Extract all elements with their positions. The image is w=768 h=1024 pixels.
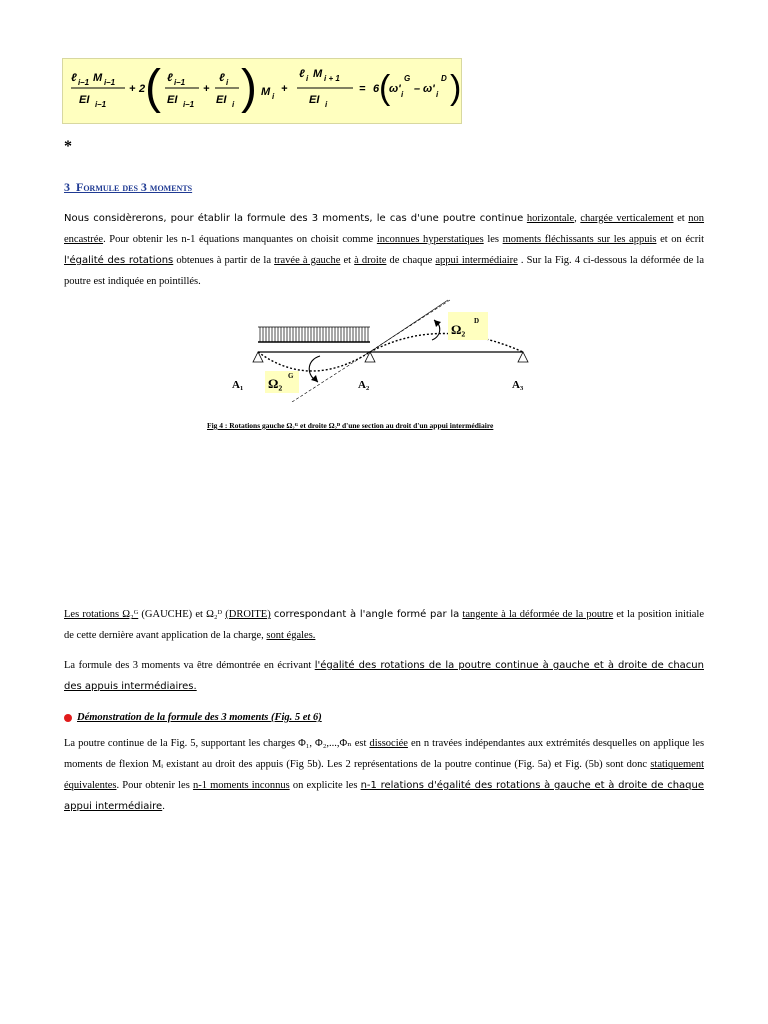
poutre-text-4: on explicite les xyxy=(292,780,358,791)
paragraph-demonstration-intro xyxy=(64,655,704,697)
conjunction-2: et xyxy=(343,255,352,266)
svg-text:i–1: i–1 xyxy=(95,100,107,109)
link-egalite-rotations[interactable]: l'égalité des rotations xyxy=(64,255,174,266)
svg-text:i: i xyxy=(325,100,328,109)
svg-text:M: M xyxy=(93,72,103,84)
link-egalite-rotations-poutre[interactable]: l'égalité des rotations de la poutre continue à gauche et à droite de chacun des appuis intermédiaires. xyxy=(64,660,704,692)
link-sont-egales[interactable]: sont égales. xyxy=(266,630,316,641)
three-moments-equation xyxy=(63,59,461,123)
svg-text:+: + xyxy=(281,83,288,95)
support-A3 xyxy=(518,352,528,362)
label-A2: A₂ xyxy=(358,379,370,391)
paragraph-poutre-continue xyxy=(64,733,704,817)
svg-text:(: ( xyxy=(379,69,391,107)
rotation-arrow-left-head xyxy=(311,375,318,382)
svg-text:ℓ: ℓ xyxy=(167,72,173,84)
section-heading[interactable] xyxy=(64,180,192,195)
support-A1 xyxy=(253,352,263,362)
link-relations-egalite[interactable]: n-1 relations d'égalité des rotations à gauche et à droite de chaque appui intermédiaire xyxy=(64,780,705,812)
rotations-text-2: correspondant à l'angle formé par la xyxy=(273,609,460,620)
link-non-encastree[interactable]: non encastrée xyxy=(64,213,705,245)
svg-text:): ) xyxy=(450,69,461,107)
svg-text:EI: EI xyxy=(309,94,320,106)
label-A3: A₃ xyxy=(512,379,524,391)
conjunction: et xyxy=(677,213,685,224)
link-statiquement-equivalentes[interactable]: statiquement équivalentes xyxy=(64,759,704,791)
intro-text-6: . Sur la Fig. 4 ci-dessous la déformée de la poutre est indiquée en pointillés. xyxy=(64,255,704,287)
svg-text:+: + xyxy=(129,83,136,95)
svg-text:+: + xyxy=(203,83,210,95)
svg-text:6: 6 xyxy=(373,83,380,95)
svg-text:i–1: i–1 xyxy=(183,100,195,109)
section-title-text: Formule des 3 moments xyxy=(76,180,193,194)
figure-4-beam-diagram xyxy=(210,290,560,402)
svg-text:i–1: i–1 xyxy=(104,78,116,87)
figure-caption: Fig 4 : Rotations gauche Ω₂ᴳ et droite Ω₂ᴰ d'une section au droit d'un appui intermédiaire xyxy=(207,421,494,430)
svg-text:EI: EI xyxy=(79,94,90,106)
link-inconnues-hyperstatiques[interactable]: inconnues hyperstatiques xyxy=(376,234,484,245)
paragraph-intro xyxy=(64,208,704,292)
rotations-text: (GAUCHE) et Ω₂ᴰ xyxy=(141,609,223,620)
rotation-arrow-right-head xyxy=(434,320,441,327)
intro-text-2: . Pour obtenir les n-1 équations manquantes on choisit comme xyxy=(103,234,374,245)
svg-text:ℓ: ℓ xyxy=(299,68,305,80)
link-appui-intermediaire[interactable]: appui intermédiaire xyxy=(435,255,518,266)
svg-text:2: 2 xyxy=(139,83,146,95)
link-chargee-verticalement[interactable]: chargée verticalement xyxy=(580,213,674,224)
red-bullet-icon xyxy=(64,714,72,722)
omega-right-label: Ω₂ xyxy=(451,322,466,337)
svg-text:EI: EI xyxy=(216,94,227,106)
svg-text:G: G xyxy=(404,74,411,83)
svg-text:i: i xyxy=(401,90,404,99)
svg-text:D: D xyxy=(441,74,447,83)
svg-text:=: = xyxy=(359,83,366,95)
intro-text-5: de chaque xyxy=(389,255,433,266)
intro-text: Nous considèrerons, pour établir la formule des 3 moments, le cas d'une poutre continue xyxy=(64,213,524,224)
link-travee-gauche[interactable]: travée à gauche xyxy=(274,255,341,266)
comma: , xyxy=(574,213,577,224)
svg-text:): ) xyxy=(241,61,257,114)
load-hatching xyxy=(260,327,368,342)
label-A1: A₁ xyxy=(232,379,244,391)
section-number: 3 xyxy=(64,180,70,194)
poutre-text-2: en n travées indépendantes aux extrémités desquelles on applique les moments de flexion Mᵢ existant au droit des appuis (Fig 5b). Les 2 représentations de la poutre continue (Fig. 5a) et Fig. (5b) sont donc xyxy=(64,738,705,770)
omega-left-label: Ω₂ xyxy=(268,376,283,391)
svg-text:i–1: i–1 xyxy=(78,78,90,87)
intro-text-4: obtenues à partir de la xyxy=(176,255,271,266)
svg-text:i: i xyxy=(272,92,275,101)
demonstration-heading-text: Démonstration de la formule des 3 moments (Fig. 5 et 6) xyxy=(77,712,322,723)
link-horizontale[interactable]: horizontale xyxy=(526,213,575,224)
svg-text:ω': ω' xyxy=(423,83,435,95)
link-n1-moments[interactable]: n-1 moments inconnus xyxy=(192,780,290,791)
svg-text:EI: EI xyxy=(167,94,178,106)
poutre-text: La poutre continue de la Fig. 5, supportant les charges Φ₁, Φ₂,...,Φₙ est xyxy=(64,738,367,749)
link-moments-flechissants[interactable]: moments fléchissants sur les appuis xyxy=(502,234,657,245)
asterisk-mark: * xyxy=(64,138,72,155)
article: les xyxy=(487,234,499,245)
svg-text:i–1: i–1 xyxy=(174,78,186,87)
poutre-text-3: . Pour obtenir les xyxy=(116,780,190,791)
svg-text:M: M xyxy=(313,68,323,80)
svg-text:i: i xyxy=(232,100,235,109)
svg-text:–: – xyxy=(414,83,421,95)
svg-text:ℓ: ℓ xyxy=(71,72,77,84)
svg-text:i: i xyxy=(226,78,229,87)
period: . xyxy=(162,801,165,812)
formula-box xyxy=(62,58,462,124)
svg-text:ω': ω' xyxy=(389,83,401,95)
svg-text:M: M xyxy=(261,86,271,98)
svg-text:(: ( xyxy=(145,61,161,114)
link-droite[interactable]: (DROITE) xyxy=(225,609,271,620)
link-tangente[interactable]: tangente à la déformée de la poutre xyxy=(462,609,614,620)
paragraph-rotations xyxy=(64,604,704,646)
svg-text:i + 1: i + 1 xyxy=(324,74,340,83)
link-les-rotations[interactable]: Les rotations Ω₂ᴳ xyxy=(64,609,139,620)
svg-text:i: i xyxy=(306,74,309,83)
intro-text-3: et on écrit xyxy=(660,234,705,245)
svg-text:i: i xyxy=(436,90,439,99)
svg-text:G: G xyxy=(288,372,294,380)
demonstration-text: La formule des 3 moments va être démontrée en écrivant xyxy=(64,660,312,671)
link-dissociee[interactable]: dissociée xyxy=(369,738,408,749)
demonstration-heading[interactable] xyxy=(64,712,322,723)
link-a-droite[interactable]: à droite xyxy=(354,255,387,266)
rotations-text-3: et la position initiale de cette dernière avant application de la charge, xyxy=(64,609,705,641)
svg-text:ℓ: ℓ xyxy=(219,72,225,84)
svg-text:D: D xyxy=(474,317,480,325)
